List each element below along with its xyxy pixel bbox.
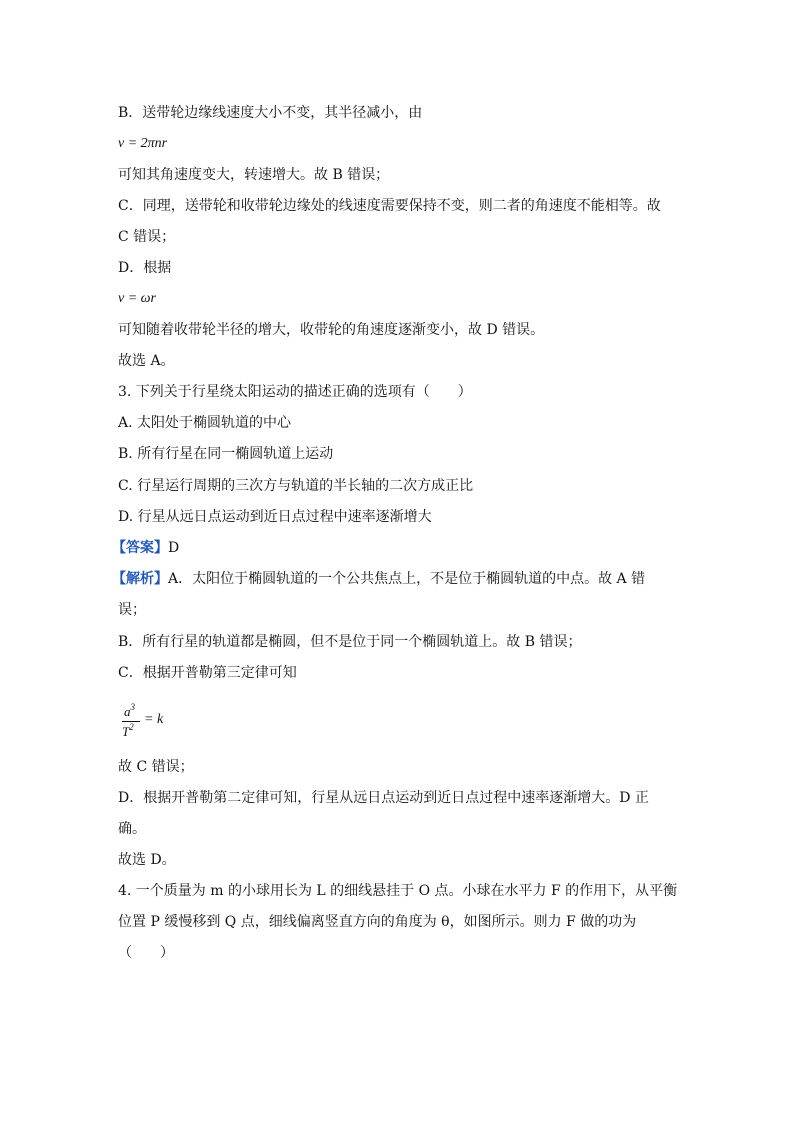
formula-v-2pinr: v = 2πnr: [118, 136, 168, 151]
analysis-line: [112, 569, 645, 589]
answer-value: D: [168, 540, 180, 556]
text-line: 故 C 错误；: [118, 759, 194, 775]
answer-tag: 【答案】: [112, 540, 168, 556]
analysis-text: A．太阳位于椭圆轨道的一个公共焦点上，不是位于椭圆轨道的中点。故 A 错: [168, 571, 646, 587]
question-3-option-c: C. 行星运行周期的三次方与轨道的半长轴的二次方成正比: [118, 478, 474, 494]
analysis-tag: 【解析】: [112, 571, 168, 587]
fraction-numerator: $a^3$: [124, 702, 135, 719]
text-line: 误；: [118, 602, 146, 618]
question-3-stem: 3. 下列关于行星绕太阳运动的描述正确的选项有（ ）: [118, 384, 472, 400]
text-line: C 错误；: [118, 229, 176, 245]
question-3-option-d: D. 行星从远日点运动到近日点过程中速率逐渐增大: [118, 509, 432, 525]
fraction-denominator: $T^2$: [122, 722, 134, 739]
formula-kepler-third-law: [120, 702, 190, 742]
formula-v-omega-r: v = ωr: [118, 291, 156, 306]
answer-line: [112, 538, 179, 558]
question-4-stem-cont: 位置 P 缓慢移到 Q 点，细线偏离竖直方向的角度为 θ，如图所示。则力 F 做的功为: [118, 914, 637, 930]
text-line: D．根据: [118, 260, 172, 276]
text-line: 可知其角速度变大，转速增大。故 B 错误；: [118, 167, 390, 183]
question-3-option-a: A. 太阳处于椭圆轨道的中心: [118, 415, 292, 431]
text-line: B．所有行星的轨道都是椭圆，但不是位于同一个椭圆轨道上。故 B 错误；: [118, 634, 582, 650]
text-line: 故选 A。: [118, 353, 175, 369]
text-line: 故选 D。: [118, 852, 176, 868]
text-line: 可知随着收带轮半径的增大，收带轮的角速度逐渐变小，故 D 错误。: [118, 322, 545, 338]
fraction-rhs: = k: [144, 712, 164, 727]
text-line: D．根据开普勒第二定律可知，行星从远日点运动到近日点过程中速率逐渐增大。D 正: [118, 790, 649, 806]
question-3-option-b: B. 所有行星在同一椭圆轨道上运动: [118, 446, 334, 462]
text-line: C．同理，送带轮和收带轮边缘处的线速度需要保持不变，则二者的角速度不能相等。故: [118, 198, 661, 214]
text-line: C．根据开普勒第三定律可知: [118, 665, 297, 681]
text-line: B．送带轮边缘线速度大小不变，其半径减小，由: [118, 105, 423, 121]
question-4-blank: （ ）: [118, 945, 174, 961]
question-4-stem: 4. 一个质量为 m 的小球用长为 L 的细线悬挂于 O 点。小球在水平力 F 的作用下，从平衡: [118, 883, 678, 899]
text-line: 确。: [118, 821, 146, 837]
